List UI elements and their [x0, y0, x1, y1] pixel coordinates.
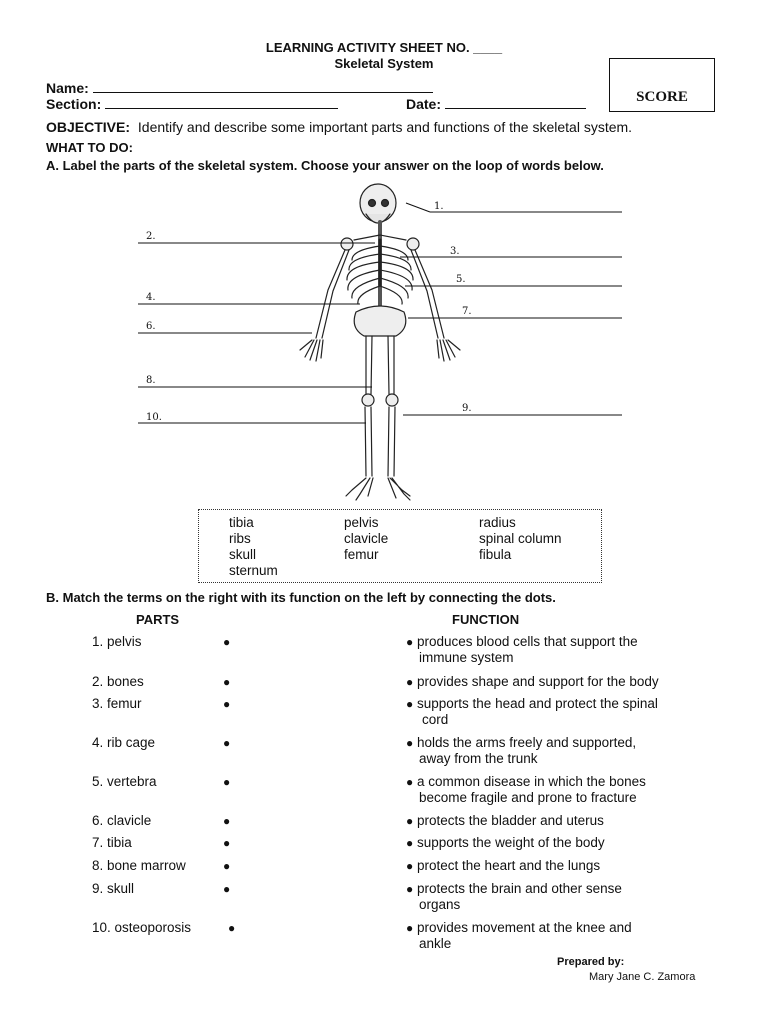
- diagram-label-9: 9.: [462, 403, 472, 414]
- function-dot[interactable]: ●: [406, 814, 414, 828]
- part-dot[interactable]: ●: [223, 775, 231, 789]
- part-dot[interactable]: ●: [223, 697, 231, 711]
- diagram-label-6: 6.: [146, 321, 156, 332]
- part-dot[interactable]: ●: [228, 921, 236, 935]
- word-bank-item: pelvis: [344, 515, 379, 530]
- function-item: ● holds the arms freely and supported, away from the trunk: [406, 735, 637, 766]
- part-dot[interactable]: ●: [223, 736, 231, 750]
- name-label: Name:: [46, 80, 89, 96]
- what-to-do-heading: WHAT TO DO:: [46, 140, 133, 155]
- part-dot[interactable]: ●: [223, 635, 231, 649]
- word-bank-item: femur: [344, 547, 379, 562]
- function-item: ● provides shape and support for the body: [406, 674, 659, 689]
- prepared-by-label: Prepared by:: [557, 956, 625, 968]
- word-bank-item: ribs: [229, 531, 251, 546]
- part-dot[interactable]: ●: [223, 859, 231, 873]
- part-item: 1. pelvis: [92, 634, 142, 649]
- function-dot[interactable]: ●: [406, 675, 414, 689]
- part-dot[interactable]: ●: [223, 882, 231, 896]
- diagram-label-10: 10.: [146, 412, 162, 423]
- part-dot[interactable]: ●: [223, 814, 231, 828]
- part-item: 7. tibia: [92, 835, 132, 850]
- worksheet-title: LEARNING ACTIVITY SHEET NO. ____: [265, 40, 503, 55]
- objective-label: OBJECTIVE:: [46, 119, 131, 135]
- objective-text: Identify and describe some important parts and functions of the skeletal system.: [137, 119, 633, 135]
- word-bank-item: tibia: [229, 515, 254, 530]
- diagram-label-3: 3.: [450, 246, 460, 257]
- worksheet-subtitle: Skeletal System: [334, 56, 434, 71]
- function-dot[interactable]: ●: [406, 775, 414, 789]
- part-a-instruction: A. Label the parts of the skeletal system. Choose your answer on the loop of words below.: [46, 158, 604, 173]
- function-item: ● protects the bladder and uterus: [406, 813, 604, 828]
- skeleton-illustration: [300, 184, 460, 500]
- diagram-label-7: 7.: [462, 306, 472, 317]
- part-item: 6. clavicle: [92, 813, 152, 828]
- function-dot[interactable]: ●: [406, 859, 414, 873]
- author-name: Mary Jane C. Zamora: [589, 971, 696, 983]
- function-item: ● supports the weight of the body: [406, 835, 605, 850]
- number-labels: [146, 201, 472, 423]
- function-item: ● provides movement at the knee and ankle: [406, 920, 632, 951]
- function-dot[interactable]: ●: [406, 882, 414, 896]
- word-bank-item: radius: [479, 515, 516, 530]
- function-dot[interactable]: ●: [406, 836, 414, 850]
- word-bank: [198, 509, 602, 583]
- function-dot[interactable]: ●: [406, 736, 414, 750]
- word-bank-item: fibula: [479, 547, 512, 562]
- word-bank-item: clavicle: [344, 531, 389, 546]
- diagram-label-4: 4.: [146, 292, 156, 303]
- function-dot[interactable]: ●: [406, 635, 414, 649]
- function-item: ● produces blood cells that support the immune system: [406, 634, 638, 665]
- function-item: ● protect the heart and the lungs: [406, 858, 601, 873]
- score-label: SCORE: [636, 89, 688, 105]
- parts-header: PARTS: [136, 612, 180, 627]
- diagram-label-5: 5.: [456, 274, 466, 285]
- word-bank-item: spinal column: [479, 531, 562, 546]
- part-item: 9. skull: [92, 881, 135, 896]
- word-bank-item: skull: [229, 547, 257, 562]
- diagram-label-1: 1.: [434, 201, 444, 212]
- part-item: 8. bone marrow: [92, 858, 186, 873]
- function-item: ● a common disease in which the bones become fragile and prone to fracture: [406, 774, 646, 805]
- part-item: 10. osteoporosis: [92, 920, 192, 935]
- part-item: 3. femur: [92, 696, 142, 711]
- word-bank-item: sternum: [229, 563, 278, 578]
- skeleton-diagram: [0, 0, 768, 510]
- part-item: 5. vertebra: [92, 774, 157, 789]
- part-item: 2. bones: [92, 674, 144, 689]
- part-dot[interactable]: ●: [223, 675, 231, 689]
- section-label: Section:: [46, 96, 102, 112]
- date-label: Date:: [406, 96, 442, 112]
- function-header: FUNCTION: [452, 612, 520, 627]
- function-item: ● supports the head and protect the spinal cord: [406, 696, 658, 727]
- part-dot[interactable]: ●: [223, 836, 231, 850]
- diagram-label-8: 8.: [146, 375, 156, 386]
- part-b-instruction: B. Match the terms on the right with its function on the left by connecting the dots.: [46, 590, 556, 605]
- function-dot[interactable]: ●: [406, 697, 414, 711]
- function-dot[interactable]: ●: [406, 921, 414, 935]
- diagram-label-2: 2.: [146, 231, 156, 242]
- function-item: ● protects the brain and other sense organs: [406, 881, 622, 912]
- part-item: 4. rib cage: [92, 735, 156, 750]
